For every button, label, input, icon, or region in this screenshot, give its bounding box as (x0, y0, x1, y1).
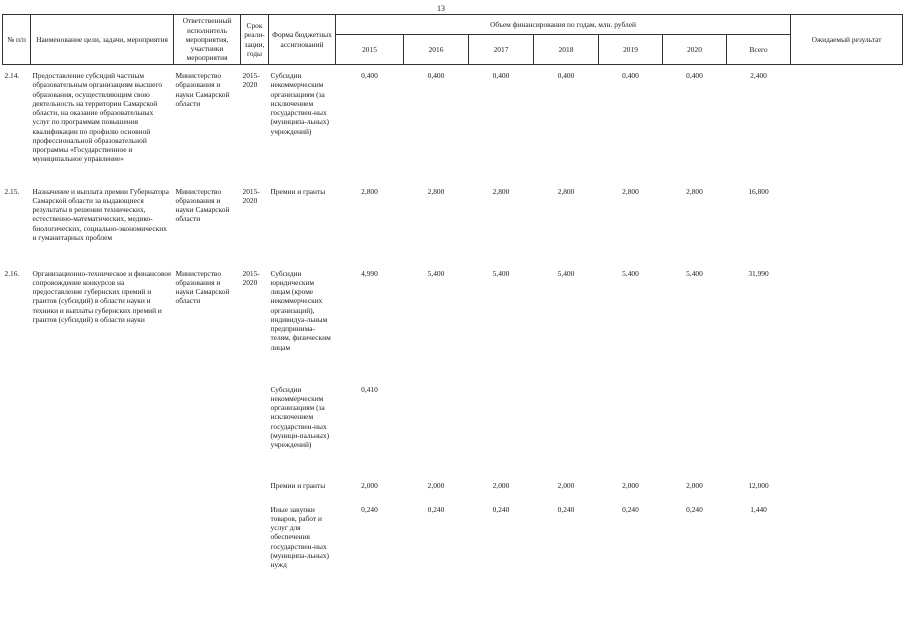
value-2017: 0,400 (492, 71, 510, 80)
header-name: Наименование цели, задачи, мероприятия (31, 15, 174, 65)
value-2015: 4,990 (361, 268, 378, 278)
value-2016: 0,240 (427, 504, 445, 514)
value-2017 (469, 385, 534, 481)
value-2020 (663, 385, 727, 481)
table-row (3, 269, 903, 385)
value-2015: 2,800 (361, 186, 378, 196)
value-2019: 0,400 (622, 71, 639, 80)
row-period: 2015-2020 (242, 71, 260, 90)
header-form: Форма бюджетных ассигнований (269, 15, 336, 65)
value-total: 2,400 (750, 71, 767, 80)
value-2018: 2,800 (557, 186, 575, 196)
header-total: Всего (727, 35, 791, 65)
row-name: Организационно-техническое и финансовое сопровождение конкурсов на предоставление губернских премий и грантов (субсидий) в области науки и техники и выплаты губернских премий и грантов (субсидий) в области науки (32, 268, 172, 324)
value-2018: 2,000 (557, 480, 575, 490)
row-form: Премии и гранты (270, 186, 326, 196)
value-2015: 0,240 (361, 504, 378, 514)
value-total: 16,800 (748, 186, 769, 196)
row-form: Субсидии юридическим лицам (кроме некоммерческих организаций), индивидуа-льным предпринима-телям, физическим лицам (270, 268, 331, 352)
value-2017: 0,240 (492, 504, 510, 514)
header-year-2016: 2016 (404, 35, 469, 65)
row-name: Предоставление субсидий частным образовательным организациям высшего образования, осуществляющим свою деятельность на территории Самарской области, на оказание образовательных услуг по программам повышения квалификации по профилю основной профессиональной образовательной программы «Государственное и муниципальное управление» (32, 71, 162, 164)
value-2018: 5,400 (557, 268, 575, 278)
table-row (3, 65, 903, 187)
value-2019: 0,240 (622, 504, 639, 514)
value-2020: 0,240 (686, 504, 703, 514)
row-form: Иные закупки товаров, работ и услуг для обеспечения государствен-ных (муниципа-льных) нужд (270, 504, 329, 569)
header-year-2019: 2019 (599, 35, 663, 65)
row-period: 2015-2020 (242, 186, 260, 205)
value-2020: 2,000 (686, 480, 703, 490)
header-result: Ожидаемый результат (791, 15, 903, 65)
value-total: 1,440 (750, 504, 767, 514)
value-2016: 0,400 (427, 71, 445, 80)
row-responsible: Министерство образования и науки Самарской области (175, 268, 230, 306)
value-2016 (404, 385, 469, 481)
value-2017: 2,000 (492, 480, 510, 490)
value-2019: 2,000 (622, 480, 639, 490)
header-year-2015: 2015 (336, 35, 404, 65)
table-row (3, 187, 903, 269)
row-period: 2015-2020 (242, 268, 260, 287)
value-2015: 0,400 (361, 71, 378, 80)
header-financing: Объем финансирования по годам, млн. рублей (336, 15, 791, 35)
row-form: Субсидии некоммерческим организациям (за исключением государствен-ных (муници-пальных) учреждений) (270, 384, 330, 449)
row-responsible: Министерство образования и науки Самарской области (175, 71, 230, 108)
value-total: 12,000 (748, 480, 769, 490)
page-number: 13 (437, 4, 445, 13)
value-2016: 2,000 (427, 480, 445, 490)
row-form: Премии и гранты (270, 480, 326, 490)
row-number: 2.16. (4, 268, 20, 278)
value-2016: 2,800 (427, 186, 445, 196)
value-total: 31,990 (748, 268, 769, 278)
header-year-2018: 2018 (534, 35, 599, 65)
header-year-2020: 2020 (663, 35, 727, 65)
value-2019: 2,800 (622, 186, 639, 196)
row-name: Назначение и выплата премии Губернатора Самарской области за выдающиеся результаты в решении технических, естественно-математических, медико-биологических, социально-экономических и гуманитарных проблем (32, 186, 169, 242)
value-2020: 2,800 (686, 186, 703, 196)
value-total (727, 385, 791, 481)
value-2018: 0,240 (557, 504, 575, 514)
value-2017: 2,800 (492, 186, 510, 196)
value-2019: 5,400 (622, 268, 639, 278)
row-form: Субсидии некоммерческим организациям (за исключением государствен-ных (муниципа-льных) учреждений) (270, 71, 329, 136)
value-2017: 5,400 (492, 268, 510, 278)
value-2015: 0,410 (361, 384, 378, 394)
row-responsible: Министерство образования и науки Самарской области (175, 186, 230, 224)
value-2020: 0,400 (686, 71, 703, 80)
header-responsible: Ответственный исполнитель мероприятия, участники мероприятия (174, 15, 241, 65)
value-2020: 5,400 (686, 268, 703, 278)
value-2016: 5,400 (427, 268, 445, 278)
row-number: 2.14. (4, 71, 20, 80)
row-result (791, 65, 903, 187)
header-no: № п/п (3, 15, 31, 65)
value-2018: 0,400 (557, 71, 575, 80)
financing-table (2, 14, 903, 585)
value-2019 (599, 385, 663, 481)
value-2015: 2,000 (361, 480, 378, 490)
row-result (791, 187, 903, 269)
row-number: 2.15. (4, 186, 20, 196)
header-year-2017: 2017 (469, 35, 534, 65)
row-result (791, 269, 903, 585)
value-2018 (534, 385, 599, 481)
header-period: Срок реали-зации, годы (241, 15, 269, 65)
